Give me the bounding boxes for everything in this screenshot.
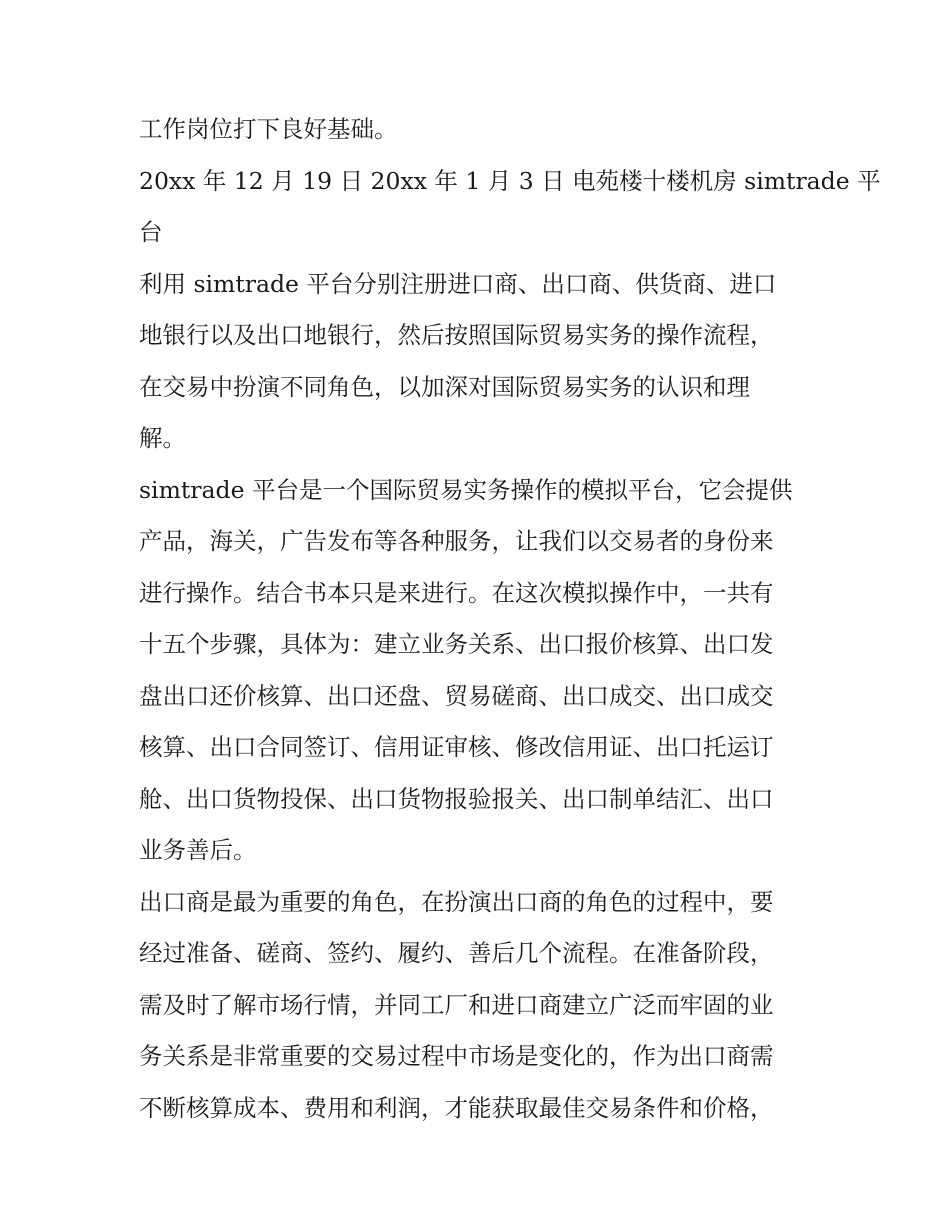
text-line: 利用 simtrade 平台分别注册进口商、出口商、供货商、进口	[139, 269, 777, 298]
text-line: simtrade 平台是一个国际贸易实务操作的模拟平台，它会提供	[139, 475, 793, 504]
text-line: 舱、出口货物投保、出口货物报验报关、出口制单结汇、出口	[139, 784, 774, 813]
text-line: 20xx 年 12 月 19 日 20xx 年 1 月 3 日 电苑楼十楼机房 simtrade 平	[139, 166, 881, 195]
text-line: 经过准备、磋商、签约、履约、善后几个流程。在准备阶段，	[139, 939, 774, 967]
document-body	[139, 104, 881, 1134]
text-line: 核算、出口合同签订、信用证审核、修改信用证、出口托运订	[139, 733, 774, 761]
text-line: 台	[139, 218, 163, 246]
text-line: 需及时了解市场行情，并同工厂和进口商建立广泛而牢固的业	[139, 990, 774, 1019]
text-line: 在交易中扮演不同角色，以加深对国际贸易实务的认识和理	[139, 372, 750, 401]
text-line: 务关系是非常重要的交易过程中市场是变化的，作为出口商需	[139, 1042, 774, 1070]
text-line: 产品，海关，广告发布等各种服务，让我们以交易者的身份来	[139, 527, 774, 555]
text-line: 业务善后。	[139, 836, 257, 864]
text-line: 进行操作。结合书本只是来进行。在这次模拟操作中，一共有	[139, 578, 774, 607]
text-line: 出口商是最为重要的角色，在扮演出口商的角色的过程中，要	[139, 887, 774, 916]
text-line: 不断核算成本、费用和利润，才能获取最佳交易条件和价格，	[139, 1093, 774, 1122]
text-line: 地银行以及出口地银行，然后按照国际贸易实务的操作流程，	[139, 321, 774, 349]
text-line: 解。	[139, 424, 186, 452]
text-line: 盘出口还价核算、出口还盘、贸易磋商、出口成交、出口成交	[139, 681, 774, 710]
text-line: 十五个步骤，具体为：建立业务关系、出口报价核算、出口发	[139, 630, 774, 658]
text-line: 工作岗位打下良好基础。	[139, 115, 398, 143]
